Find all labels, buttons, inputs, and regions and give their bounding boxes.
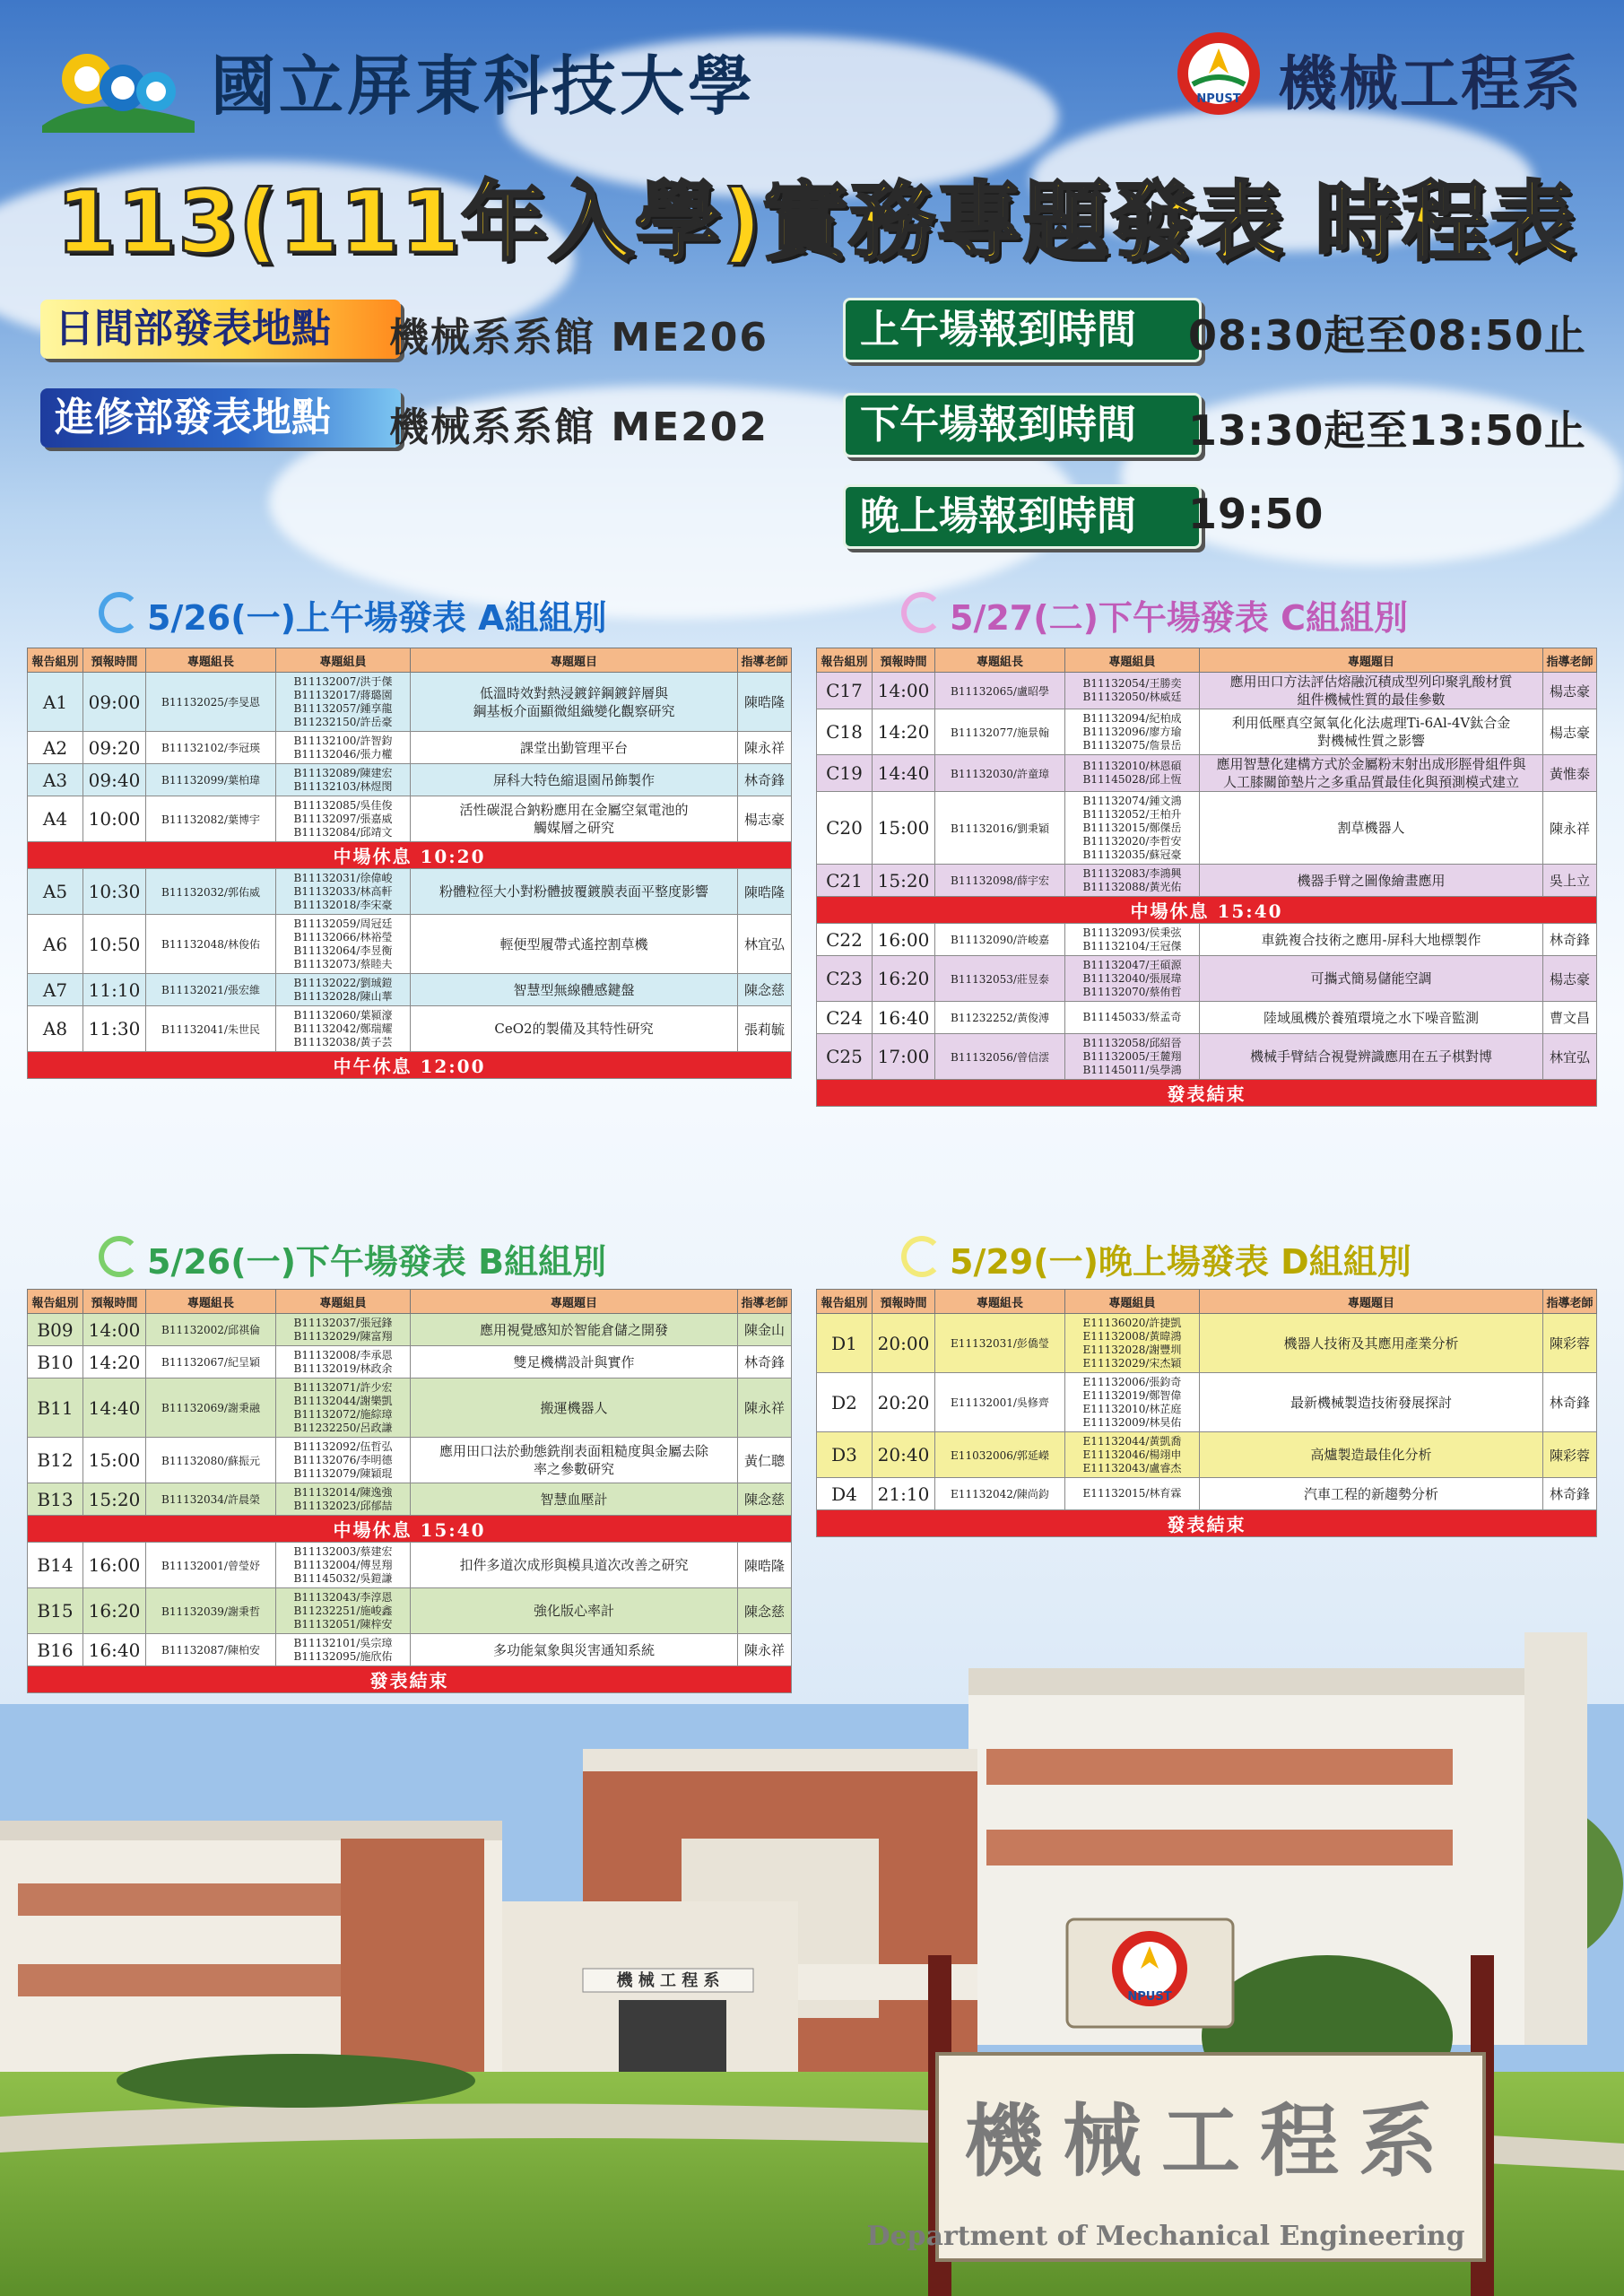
- group-code: C25: [817, 1034, 873, 1080]
- team-members: E11132044/黃凱喬 E11132046/楊翊申 E11132043/盧睿杰: [1065, 1432, 1200, 1478]
- group-code: C20: [817, 792, 873, 865]
- column-header: 預報時間: [83, 648, 146, 673]
- column-header: 專題題目: [411, 648, 738, 673]
- group-code: C19: [817, 755, 873, 792]
- swirl-icon: [901, 592, 942, 633]
- scheduled-time: 17:00: [873, 1034, 935, 1080]
- campus-photo: [0, 1614, 1624, 2296]
- break-label: 中場休息 15:40: [28, 1516, 792, 1543]
- column-header: 專題組長: [146, 1290, 276, 1314]
- project-topic: 應用田口方法評估熔融沉積成型列印聚乳酸材質 組件機械性質的最佳參數: [1200, 673, 1543, 709]
- table-row: [817, 956, 1597, 1002]
- team-members: B11132059/周冠廷 B11132066/林裕瑩 B11132064/李昱衡 B11132073/蔡睦夫: [276, 915, 411, 974]
- project-topic: 利用低壓真空氮氧化化法處理Ti-6Al-4V鈦合金 對機械性質之影響: [1200, 709, 1543, 755]
- break-row: [28, 1516, 792, 1543]
- group-code: C18: [817, 709, 873, 755]
- team-leader: B11132069/謝秉融: [146, 1378, 276, 1438]
- column-header: 指導老師: [738, 648, 792, 673]
- advisor-name: 林奇鋒: [1543, 1478, 1597, 1510]
- team-leader: B11132016/劉秉穎: [935, 792, 1065, 865]
- column-header: 報告組別: [817, 1290, 873, 1314]
- break-row: [817, 897, 1597, 924]
- table-row: [28, 1543, 792, 1588]
- swirl-icon: [99, 592, 140, 633]
- advisor-name: 吳上立: [1543, 865, 1597, 897]
- team-leader: B11132034/許晨榮: [146, 1483, 276, 1516]
- section-a-title: 5/26(一)上午場發表 A組組別: [147, 598, 607, 638]
- group-code: C21: [817, 865, 873, 897]
- team-leader: E11132042/陳尚鈞: [935, 1478, 1065, 1510]
- department-logo: [1166, 29, 1272, 118]
- am-checkin-value: 08:30起至08:50止: [1188, 311, 1586, 360]
- advisor-name: 林宜弘: [738, 915, 792, 974]
- pm-checkin-value: 13:30起至13:50止: [1188, 406, 1586, 455]
- team-members: B11132010/林恩碩 B11145028/邱上恆: [1065, 755, 1200, 792]
- scheduled-time: 16:00: [83, 1543, 146, 1588]
- scheduled-time: 20:00: [873, 1314, 935, 1373]
- scheduled-time: 15:20: [873, 865, 935, 897]
- scheduled-time: 14:00: [83, 1314, 146, 1346]
- group-code: A2: [28, 732, 83, 764]
- break-label: 發表結束: [817, 1080, 1597, 1107]
- column-header: 專題題目: [1200, 648, 1543, 673]
- scheduled-time: 11:10: [83, 974, 146, 1006]
- group-code: B16: [28, 1634, 83, 1666]
- group-code: B09: [28, 1314, 83, 1346]
- scheduled-time: 14:20: [83, 1346, 146, 1378]
- scheduled-time: 16:20: [83, 1588, 146, 1634]
- team-members: B11132008/李承恩 B11132019/林政余: [276, 1346, 411, 1378]
- advisor-name: 陳永祥: [738, 1634, 792, 1666]
- table-row: [28, 1483, 792, 1516]
- group-code: A6: [28, 915, 83, 974]
- scheduled-time: 14:20: [873, 709, 935, 755]
- column-header: 報告組別: [28, 1290, 83, 1314]
- advisor-name: 陳永祥: [1543, 792, 1597, 865]
- scheduled-time: 20:20: [873, 1373, 935, 1432]
- team-leader: B11132056/曾信澐: [935, 1034, 1065, 1080]
- project-topic: CeO2的製備及其特性研究: [411, 1006, 738, 1052]
- team-leader: B11132030/許童璋: [935, 755, 1065, 792]
- scheduled-time: 10:00: [83, 796, 146, 842]
- project-topic: 最新機械製造技術發展探討: [1200, 1373, 1543, 1432]
- advisor-name: 陳念慈: [738, 1588, 792, 1634]
- team-leader: B11132099/葉柏瑋: [146, 764, 276, 796]
- project-topic: 機器人技術及其應用產業分析: [1200, 1314, 1543, 1373]
- break-row: [817, 1080, 1597, 1107]
- advisor-name: 林奇鋒: [1543, 1373, 1597, 1432]
- table-header-row: [28, 648, 792, 673]
- group-code: D4: [817, 1478, 873, 1510]
- am-checkin-label: 上午場報到時間: [843, 298, 1202, 362]
- table-row: [28, 869, 792, 915]
- project-topic: 雙足機構設計與實作: [411, 1346, 738, 1378]
- table-row: [28, 732, 792, 764]
- project-topic: 多功能氣象與災害通知系統: [411, 1634, 738, 1666]
- break-label: 發表結束: [28, 1666, 792, 1693]
- advisor-name: 陳念慈: [738, 974, 792, 1006]
- advisor-name: 林奇鋒: [738, 764, 792, 796]
- team-members: B11132101/吳宗璋 B11132095/施欣佑: [276, 1634, 411, 1666]
- scheduled-time: 15:00: [873, 792, 935, 865]
- section-c-heading: [901, 590, 1408, 639]
- schedule-table-c: [816, 648, 1597, 1107]
- project-topic: 機械手臂結合視覺辨識應用在五子棋對博: [1200, 1034, 1543, 1080]
- break-label: 中場休息 15:40: [817, 897, 1597, 924]
- scheduled-time: 15:20: [83, 1483, 146, 1516]
- table-row: [817, 1314, 1597, 1373]
- team-members: B11132022/劉珹鎧 B11132028/陳山華: [276, 974, 411, 1006]
- scheduled-time: 09:20: [83, 732, 146, 764]
- column-header: 指導老師: [1543, 648, 1597, 673]
- project-topic: 割草機器人: [1200, 792, 1543, 865]
- advisor-name: 張莉毓: [738, 1006, 792, 1052]
- table-row: [817, 1034, 1597, 1080]
- team-leader: B11132025/李旻恩: [146, 673, 276, 732]
- table-row: [817, 1373, 1597, 1432]
- team-leader: E11132031/彭僑瑩: [935, 1314, 1065, 1373]
- column-header: 預報時間: [83, 1290, 146, 1314]
- board-chinese-name: 機械工程系: [963, 2094, 1458, 2187]
- group-code: C22: [817, 924, 873, 956]
- column-header: 指導老師: [1543, 1290, 1597, 1314]
- table-row: [28, 673, 792, 732]
- project-topic: 可攜式簡易儲能空調: [1200, 956, 1543, 1002]
- team-members: B11145033/蔡孟奇: [1065, 1002, 1200, 1034]
- table-row: [817, 1478, 1597, 1510]
- table-row: [817, 1432, 1597, 1478]
- scheduled-time: 10:50: [83, 915, 146, 974]
- team-members: B11132094/紀柏成 B11132096/廖方瑜 B11132075/詹景岳: [1065, 709, 1200, 755]
- table-row: [817, 1002, 1597, 1034]
- team-leader: B11132041/朱世民: [146, 1006, 276, 1052]
- team-members: B11132071/許少宏 B11132044/謝樂凱 B11132072/施綜璋 B11232250/呂政謙: [276, 1378, 411, 1438]
- project-topic: 搬運機器人: [411, 1378, 738, 1438]
- table-row: [817, 709, 1597, 755]
- scheduled-time: 16:40: [873, 1002, 935, 1034]
- advisor-name: 黃仁聰: [738, 1438, 792, 1483]
- team-leader: B11132021/張宏維: [146, 974, 276, 1006]
- advisor-name: 陳金山: [738, 1314, 792, 1346]
- break-label: 中場休息 10:20: [28, 842, 792, 869]
- section-d-heading: [901, 1234, 1411, 1283]
- team-members: B11132093/侯秉弦 B11132104/王冠傑: [1065, 924, 1200, 956]
- project-topic: 扣件多道次成形與模具道次改善之研究: [411, 1543, 738, 1588]
- advisor-name: 林宜弘: [1543, 1034, 1597, 1080]
- table-row: [28, 974, 792, 1006]
- section-d-title: 5/29(一)晚上場發表 D組組別: [950, 1242, 1411, 1282]
- evening-checkin-value: 19:50: [1188, 490, 1324, 538]
- break-label: 中午休息 12:00: [28, 1052, 792, 1079]
- advisor-name: 陳晧隆: [738, 869, 792, 915]
- dept-logo-text: NPUST: [1196, 92, 1241, 106]
- scheduled-time: 16:00: [873, 924, 935, 956]
- swirl-icon: [901, 1236, 942, 1277]
- column-header: 專題題目: [411, 1290, 738, 1314]
- team-members: B11132054/王勝奕 B11132050/林威廷: [1065, 673, 1200, 709]
- column-header: 專題組員: [1065, 1290, 1200, 1314]
- schedule-table-a: [27, 648, 792, 1079]
- project-topic: 屏科大特色縮退園吊飾製作: [411, 764, 738, 796]
- team-members: B11132083/李鴻興 B11132088/黃光佑: [1065, 865, 1200, 897]
- advisor-name: 楊志豪: [1543, 673, 1597, 709]
- team-members: B11132031/徐偉峻 B11132033/林高軒 B11132018/李宋豪: [276, 869, 411, 915]
- project-topic: 汽車工程的新趨勢分析: [1200, 1478, 1543, 1510]
- group-code: A7: [28, 974, 83, 1006]
- day-location-label: 日間部發表地點: [40, 300, 401, 359]
- column-header: 預報時間: [873, 648, 935, 673]
- team-members: E11132006/張鈞奇 E11132019/鄭智偉 E11132010/林芷庭 E11132009/林昊佑: [1065, 1373, 1200, 1432]
- advisor-name: 陳永祥: [738, 732, 792, 764]
- group-code: A1: [28, 673, 83, 732]
- night-location-value: 機械系系館 ME202: [389, 404, 769, 450]
- group-code: B10: [28, 1346, 83, 1378]
- scheduled-time: 14:40: [873, 755, 935, 792]
- group-code: B12: [28, 1438, 83, 1483]
- team-leader: B11132039/謝秉哲: [146, 1588, 276, 1634]
- advisor-name: 陳永祥: [738, 1378, 792, 1438]
- night-location-label: 進修部發表地點: [40, 388, 401, 448]
- break-row: [817, 1510, 1597, 1537]
- column-header: 專題組長: [935, 1290, 1065, 1314]
- team-leader: E11132001/吳修齊: [935, 1373, 1065, 1432]
- team-members: B11132074/鍾文鴻 B11132052/王柏升 B11132015/鄭傑岳 B11132020/李哲安 B11132035/蘇冠豪: [1065, 792, 1200, 865]
- project-topic: 陸域風機於養殖環境之水下噪音監測: [1200, 1002, 1543, 1034]
- team-leader: B11132080/蘇振元: [146, 1438, 276, 1483]
- team-leader: B11132082/葉博宇: [146, 796, 276, 842]
- column-header: 專題組員: [276, 648, 411, 673]
- scheduled-time: 16:20: [873, 956, 935, 1002]
- section-a-heading: [99, 590, 607, 639]
- project-topic: 車銑複合技術之應用-屏科大地標製作: [1200, 924, 1543, 956]
- swirl-icon: [99, 1236, 140, 1277]
- project-topic: 智慧型無線體感鍵盤: [411, 974, 738, 1006]
- team-members: B11132043/李淳恩 B11232251/施峻鑫 B11132051/陳梓安: [276, 1588, 411, 1634]
- team-members: B11132037/張冠鋒 B11132029/陳富翔: [276, 1314, 411, 1346]
- team-members: B11132003/蔡建宏 B11132004/傅昱翔 B11145032/吳鎧謙: [276, 1543, 411, 1588]
- team-leader: B11132067/紀呈穎: [146, 1346, 276, 1378]
- group-code: A5: [28, 869, 83, 915]
- advisor-name: 林奇鋒: [738, 1346, 792, 1378]
- table-row: [28, 1438, 792, 1483]
- project-topic: 智慧血壓計: [411, 1483, 738, 1516]
- table-row: [817, 755, 1597, 792]
- table-header-row: [28, 1290, 792, 1314]
- team-members: B11132047/王碩源 B11132040/張展瑋 B11132070/蔡侑哲: [1065, 956, 1200, 1002]
- table-row: [28, 1006, 792, 1052]
- team-leader: B11132065/盧昭學: [935, 673, 1065, 709]
- group-code: C23: [817, 956, 873, 1002]
- university-name: 國立屏東科技大學: [211, 48, 757, 124]
- scheduled-time: 20:40: [873, 1432, 935, 1478]
- team-members: E11132015/林育霖: [1065, 1478, 1200, 1510]
- team-leader: B11132053/莊昱泰: [935, 956, 1065, 1002]
- page-title: 113(111年入學)實務專題發表 時程表: [56, 172, 1576, 273]
- advisor-name: 楊志豪: [1543, 709, 1597, 755]
- section-c-title: 5/27(二)下午場發表 C組組別: [950, 598, 1409, 638]
- advisor-name: 陳念慈: [738, 1483, 792, 1516]
- scheduled-time: 21:10: [873, 1478, 935, 1510]
- group-code: A3: [28, 764, 83, 796]
- scheduled-time: 11:30: [83, 1006, 146, 1052]
- advisor-name: 楊志豪: [738, 796, 792, 842]
- project-topic: 輕便型履帶式遙控割草機: [411, 915, 738, 974]
- team-members: B11132085/吳佳俊 B11132097/張嘉威 B11132084/邱靖文: [276, 796, 411, 842]
- department-name: 機械工程系: [1278, 49, 1583, 118]
- group-code: B15: [28, 1588, 83, 1634]
- scheduled-time: 15:00: [83, 1438, 146, 1483]
- team-leader: B11132102/李冠瑛: [146, 732, 276, 764]
- column-header: 報告組別: [28, 648, 83, 673]
- advisor-name: 陳晧隆: [738, 1543, 792, 1588]
- scheduled-time: 16:40: [83, 1634, 146, 1666]
- table-row: [28, 1346, 792, 1378]
- table-header-row: [817, 1290, 1597, 1314]
- advisor-name: 楊志豪: [1543, 956, 1597, 1002]
- group-code: B14: [28, 1543, 83, 1588]
- group-code: C24: [817, 1002, 873, 1034]
- board-english-name: Department of Mechanical Engineering: [866, 2221, 1465, 2252]
- board-logo-text: NPUST: [1127, 1990, 1172, 2004]
- group-code: D3: [817, 1432, 873, 1478]
- team-members: B11132058/邱紹晉 B11132005/王麓翔 B11145011/吳學鴻: [1065, 1034, 1200, 1080]
- advisor-name: 陳彩蓉: [1543, 1432, 1597, 1478]
- group-code: A8: [28, 1006, 83, 1052]
- advisor-name: 曹文昌: [1543, 1002, 1597, 1034]
- advisor-name: 林奇鋒: [1543, 924, 1597, 956]
- group-code: C17: [817, 673, 873, 709]
- table-row: [817, 792, 1597, 865]
- project-topic: 機器手臂之圖像繪畫應用: [1200, 865, 1543, 897]
- advisor-name: 陳晧隆: [738, 673, 792, 732]
- table-row: [28, 915, 792, 974]
- project-topic: 應用智慧化建構方式於金屬粉末射出成形脛骨組件與 人工膝關節墊片之多重品質最佳化與預測模式建立: [1200, 755, 1543, 792]
- project-topic: 活性碳混合鈉粉應用在金屬空氣電池的 觸媒層之研究: [411, 796, 738, 842]
- npust-university-logo: [38, 36, 199, 135]
- project-topic: 應用視覺感知於智能倉儲之開發: [411, 1314, 738, 1346]
- column-header: 專題組長: [935, 648, 1065, 673]
- group-code: D2: [817, 1373, 873, 1432]
- team-leader: B11132090/許峻嘉: [935, 924, 1065, 956]
- team-leader: B11132087/陳柏安: [146, 1634, 276, 1666]
- team-leader: B11232252/黃俊溥: [935, 1002, 1065, 1034]
- table-header-row: [817, 648, 1597, 673]
- team-leader: B11132001/曾瑩妤: [146, 1543, 276, 1588]
- project-topic: 應用田口法於動態銑削表面粗糙度與金屬去除 率之參數研究: [411, 1438, 738, 1483]
- team-members: B11132092/伍哲弘 B11132076/李明德 B11132079/陳穎琨: [276, 1438, 411, 1483]
- table-row: [817, 865, 1597, 897]
- project-topic: 粉體粒徑大小對粉體披覆鍍膜表面平整度影響: [411, 869, 738, 915]
- table-row: [28, 796, 792, 842]
- table-row: [817, 924, 1597, 956]
- building-sign: 機 械 工 程 系: [616, 1971, 720, 1990]
- team-leader: B11132002/邱祺倫: [146, 1314, 276, 1346]
- table-row: [28, 1378, 792, 1438]
- project-topic: 低溫時效對熱浸鍍鋅鋼鍍鋅層與 鋼基板介面顯微組織變化觀察研究: [411, 673, 738, 732]
- column-header: 專題組員: [1065, 648, 1200, 673]
- scheduled-time: 09:00: [83, 673, 146, 732]
- group-code: A4: [28, 796, 83, 842]
- section-b-title: 5/26(一)下午場發表 B組組別: [147, 1242, 607, 1282]
- project-topic: 高爐製造最佳化分析: [1200, 1432, 1543, 1478]
- table-row: [28, 1314, 792, 1346]
- team-leader: E11032006/郭延嶸: [935, 1432, 1065, 1478]
- team-members: B11132014/陳逸強 B11132023/邱郁喆: [276, 1483, 411, 1516]
- table-row: [817, 673, 1597, 709]
- scheduled-time: 10:30: [83, 869, 146, 915]
- scheduled-time: 09:40: [83, 764, 146, 796]
- group-code: B11: [28, 1378, 83, 1438]
- team-leader: B11132032/郭佑威: [146, 869, 276, 915]
- scheduled-time: 14:00: [873, 673, 935, 709]
- schedule-table-d: [816, 1289, 1597, 1537]
- project-topic: 課堂出勤管理平台: [411, 732, 738, 764]
- team-members: B11132007/洪于傑 B11132017/蔣璐園 B11132057/鍾享龍 B11232150/許岳豪: [276, 673, 411, 732]
- group-code: B13: [28, 1483, 83, 1516]
- project-topic: 強化版心率計: [411, 1588, 738, 1634]
- team-leader: B11132048/林俊佑: [146, 915, 276, 974]
- advisor-name: 黃惟泰: [1543, 755, 1597, 792]
- break-label: 發表結束: [817, 1510, 1597, 1537]
- team-members: B11132089/陳建宏 B11132103/林煜閔: [276, 764, 411, 796]
- column-header: 指導老師: [738, 1290, 792, 1314]
- table-row: [28, 764, 792, 796]
- team-members: B11132100/許智鈞 B11132046/張力權: [276, 732, 411, 764]
- team-members: E11136020/許捷凱 E11132008/黃暐鴻 E11132028/謝豐圳 E11132029/宋杰穎: [1065, 1314, 1200, 1373]
- team-leader: B11132098/薛宇宏: [935, 865, 1065, 897]
- break-row: [28, 1052, 792, 1079]
- day-location-value: 機械系系館 ME206: [389, 315, 769, 361]
- section-b-heading: [99, 1234, 606, 1283]
- evening-checkin-label: 晚上場報到時間: [843, 484, 1202, 549]
- column-header: 專題組長: [146, 648, 276, 673]
- scheduled-time: 14:40: [83, 1378, 146, 1438]
- group-code: D1: [817, 1314, 873, 1373]
- column-header: 專題題目: [1200, 1290, 1543, 1314]
- team-members: B11132060/葉潁濠 B11132042/鄭瑞耀 B11132038/黃子芸: [276, 1006, 411, 1052]
- pm-checkin-label: 下午場報到時間: [843, 393, 1202, 457]
- column-header: 報告組別: [817, 648, 873, 673]
- break-row: [28, 842, 792, 869]
- advisor-name: 陳彩蓉: [1543, 1314, 1597, 1373]
- team-leader: B11132077/施景翰: [935, 709, 1065, 755]
- column-header: 預報時間: [873, 1290, 935, 1314]
- column-header: 專題組員: [276, 1290, 411, 1314]
